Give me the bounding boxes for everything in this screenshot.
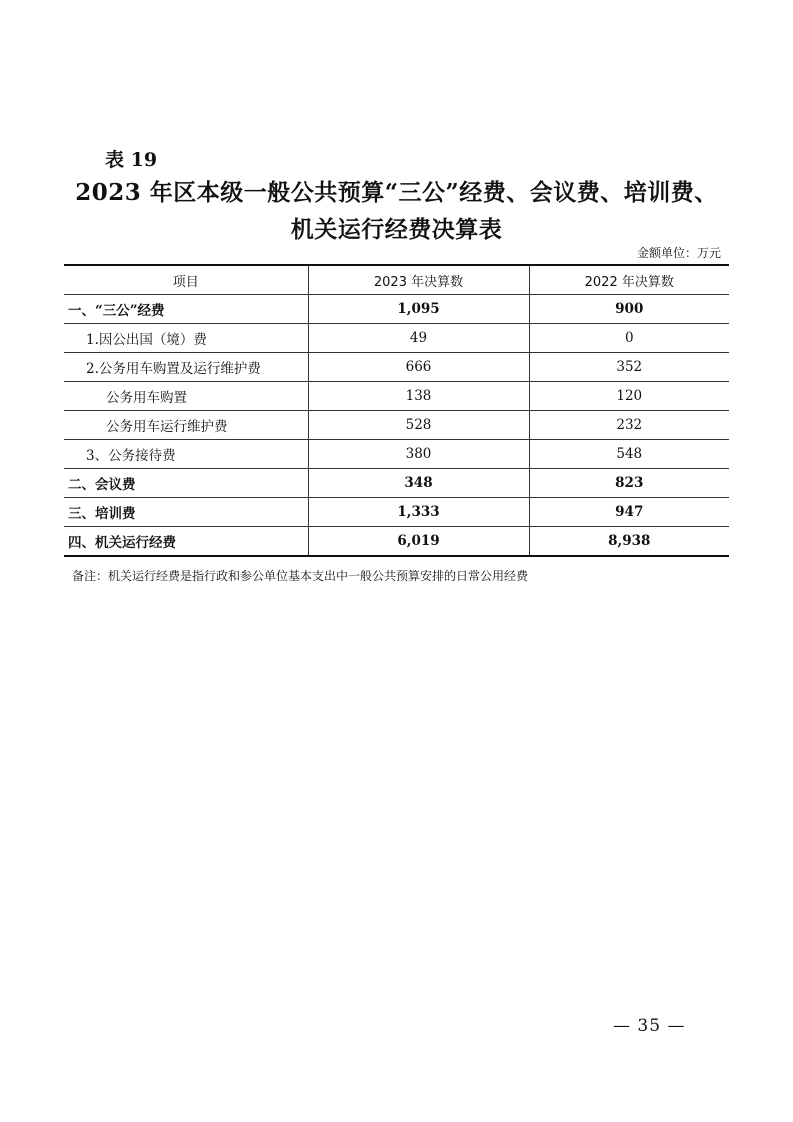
table-row — [64, 295, 729, 324]
value-2022: 8,938 — [529, 527, 729, 557]
value-2023: 1,095 — [308, 295, 529, 324]
budget-table — [64, 264, 729, 557]
table-row — [64, 527, 729, 557]
table-label: 表 19 — [105, 149, 158, 171]
value-2023: 348 — [308, 469, 529, 498]
value-2023: 49 — [308, 324, 529, 353]
document-title-line-2: 机关运行经费决算表 — [290, 216, 503, 243]
value-2023: 6,019 — [308, 527, 529, 557]
value-2022: 548 — [529, 440, 729, 469]
row-item-label: 三、培训费 — [64, 498, 308, 527]
column-header-2023: 2023 年决算数 — [308, 265, 529, 295]
value-2023: 528 — [308, 411, 529, 440]
table-header-row — [64, 265, 729, 295]
row-item-label: 2.公务用车购置及运行维护费 — [64, 353, 308, 382]
table-row — [64, 353, 729, 382]
column-header-item: 项目 — [64, 265, 308, 295]
unit-label: 金额单位：万元 — [636, 246, 721, 260]
document-title-line-1: 2023 年区本级一般公共预算“三公”经费、会议费、培训费、 — [75, 179, 718, 206]
value-2023: 666 — [308, 353, 529, 382]
row-item-label: 二、会议费 — [64, 469, 308, 498]
row-item-label: 四、机关运行经费 — [64, 527, 308, 557]
value-2023: 380 — [308, 440, 529, 469]
column-header-2022: 2022 年决算数 — [529, 265, 729, 295]
value-2022: 900 — [529, 295, 729, 324]
table-row — [64, 324, 729, 353]
value-2022: 947 — [529, 498, 729, 527]
table-row — [64, 440, 729, 469]
row-item-label: 公务用车购置 — [64, 382, 308, 411]
table-row — [64, 498, 729, 527]
row-item-label: 一、“三公”经费 — [64, 295, 308, 324]
value-2022: 120 — [529, 382, 729, 411]
value-2023: 1,333 — [308, 498, 529, 527]
value-2022: 352 — [529, 353, 729, 382]
row-item-label: 3、公务接待费 — [64, 440, 308, 469]
footnote: 备注：机关运行经费是指行政和参公单位基本支出中一般公共预算安排的日常公用经费 — [72, 569, 529, 583]
value-2023: 138 — [308, 382, 529, 411]
value-2022: 232 — [529, 411, 729, 440]
value-2022: 0 — [529, 324, 729, 353]
value-2022: 823 — [529, 469, 729, 498]
row-item-label: 公务用车运行维护费 — [64, 411, 308, 440]
table-row — [64, 469, 729, 498]
page-number: — 35 — — [613, 1016, 686, 1036]
table-row — [64, 411, 729, 440]
row-item-label: 1.因公出国（境）费 — [64, 324, 308, 353]
table-row — [64, 382, 729, 411]
